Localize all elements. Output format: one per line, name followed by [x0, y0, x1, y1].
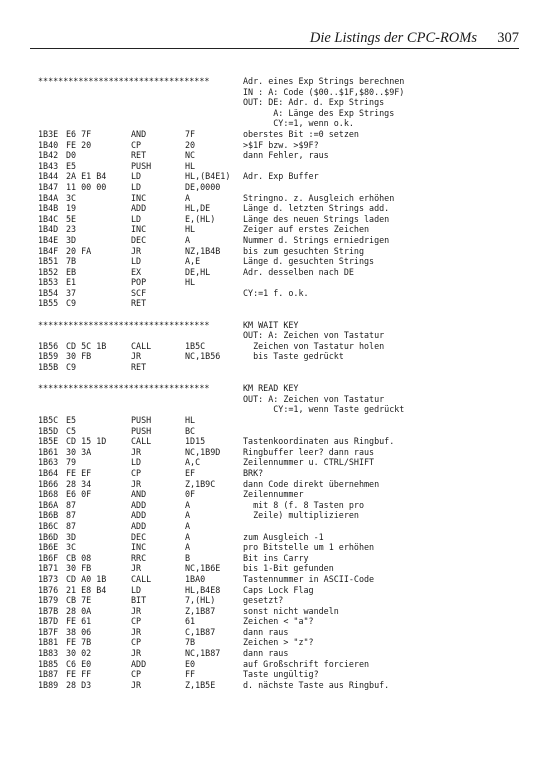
running-title: Die Listings der CPC-ROMs	[309, 30, 477, 46]
comment: d. nächste Taste aus Ringbuf.	[243, 679, 390, 690]
comment: dann raus	[243, 648, 289, 659]
comment: gesetzt?	[243, 595, 284, 606]
mnemonic: CP	[131, 637, 142, 648]
address: 1B81	[38, 637, 59, 648]
mnemonic: LD	[131, 457, 142, 468]
comment: Adr. eines Exp Strings berechnen	[243, 76, 405, 86]
hex-bytes: E1	[66, 277, 77, 288]
comment: CY:=1 f. o.k.	[243, 287, 309, 298]
address: 1B40	[38, 139, 59, 150]
mnemonic: CALL	[131, 573, 152, 584]
address: 1B4B	[38, 203, 59, 214]
address: 1B6C	[38, 520, 59, 531]
operand: FF	[185, 669, 196, 680]
hex-bytes: 3D	[66, 531, 77, 542]
address: 1B47	[38, 181, 59, 192]
address: 1B63	[38, 457, 59, 468]
hex-bytes: C9	[66, 362, 77, 373]
comment: OUT: DE: Adr. d. Exp Strings	[243, 97, 385, 108]
mnemonic: EX	[131, 266, 142, 277]
hex-bytes: CD 5C 1B	[66, 340, 107, 351]
hex-bytes: 30 02	[66, 648, 92, 659]
operand: HL	[185, 224, 196, 235]
mnemonic: CP	[131, 669, 142, 680]
address: 1B51	[38, 256, 59, 267]
mnemonic: DEC	[131, 234, 147, 245]
address: 1B73	[38, 573, 59, 584]
address: 1B6D	[38, 531, 59, 542]
operand: C,1B87	[185, 626, 216, 637]
address: 1B55	[38, 298, 59, 309]
address: 1B43	[38, 160, 59, 171]
operand: HL,DE	[185, 203, 211, 214]
address: 1B53	[38, 277, 59, 288]
address: 1B83	[38, 648, 59, 659]
operand: E,(HL)	[185, 213, 216, 224]
operand: BC	[185, 425, 196, 436]
comment: dann raus	[243, 626, 289, 637]
hex-bytes: 87	[66, 499, 77, 510]
hex-bytes: 28 34	[66, 478, 92, 489]
hex-bytes: FE 7B	[66, 637, 92, 648]
mnemonic: CP	[131, 139, 142, 150]
comment: sonst nicht wandeln	[243, 605, 339, 616]
comment: dann Fehler, raus	[243, 150, 329, 161]
separator-stars: **********************************	[38, 319, 210, 330]
operand: 1B5C	[185, 340, 206, 351]
hex-bytes: 3C	[66, 542, 77, 553]
comment: Tastenkoordinaten aus Ringbuf.	[243, 436, 395, 447]
hex-bytes: 23	[66, 224, 77, 235]
mnemonic: JR	[131, 245, 142, 256]
hex-bytes: C6 E0	[66, 658, 92, 669]
operand: HL	[185, 160, 196, 171]
comment: dann Code direkt übernehmen	[243, 478, 380, 489]
comment: pro Bitstelle um 1 erhöhen	[243, 542, 375, 553]
operand: A,E	[185, 256, 201, 267]
comment: CY:=1, wenn o.k.	[243, 118, 354, 129]
hex-bytes: E6 0F	[66, 489, 92, 500]
comment: Ringbuffer leer? dann raus	[243, 446, 375, 457]
mnemonic: SCF	[131, 287, 147, 298]
mnemonic: LD	[131, 181, 142, 192]
hex-bytes: D0	[66, 150, 77, 161]
hex-bytes: 37	[66, 287, 77, 298]
mnemonic: JR	[131, 446, 142, 457]
comment: BRK?	[243, 467, 264, 478]
comment: IN : A: Code ($00..$1F,$80..$9F)	[243, 86, 405, 97]
address: 1B6A	[38, 499, 59, 510]
mnemonic: CP	[131, 616, 142, 627]
address: 1B76	[38, 584, 59, 595]
comment: Stringno. z. Ausgleich erhöhen	[243, 192, 395, 203]
comment: OUT: A: Zeichen von Tastatur	[243, 393, 385, 404]
hex-bytes: 19	[66, 203, 77, 214]
address: 1B4C	[38, 213, 59, 224]
operand: A	[185, 531, 191, 542]
comment: Taste ungültig?	[243, 669, 319, 680]
comment: bis 1-Bit gefunden	[243, 563, 334, 574]
hex-bytes: CD A0 1B	[66, 573, 107, 584]
hex-bytes: 11 00 00	[66, 181, 107, 192]
mnemonic: CP	[131, 467, 142, 478]
hex-bytes: 79	[66, 457, 77, 468]
comment: CY:=1, wenn Taste gedrückt	[243, 404, 405, 415]
comment: Adr. Exp Buffer	[243, 171, 319, 182]
hex-bytes: 20 FA	[66, 245, 92, 256]
address: 1B4A	[38, 192, 59, 203]
mnemonic: JR	[131, 679, 142, 690]
operand: NC,1B9D	[185, 446, 221, 457]
address: 1B5C	[38, 415, 59, 425]
operand: A	[185, 520, 191, 531]
operand: HL,(B4E1)	[185, 171, 231, 182]
address: 1B4F	[38, 245, 59, 256]
operand: A	[185, 234, 191, 245]
mnemonic: RET	[131, 298, 147, 309]
comment: Zeichen < "a"?	[243, 616, 314, 627]
comment: >$1F bzw. >$9F?	[243, 139, 319, 150]
hex-bytes: C5	[66, 425, 77, 436]
hex-bytes: 38 06	[66, 626, 92, 637]
separator-stars: **********************************	[38, 383, 210, 394]
mnemonic: INC	[131, 192, 147, 203]
address: 1B5E	[38, 436, 59, 447]
hex-bytes: C9	[66, 298, 77, 309]
address: 1B7D	[38, 616, 59, 627]
mnemonic: INC	[131, 542, 147, 553]
mnemonic: DEC	[131, 531, 147, 542]
hex-bytes: 3C	[66, 192, 77, 203]
mnemonic: RRC	[131, 552, 147, 563]
mnemonic: LD	[131, 213, 142, 224]
hex-bytes: 30 FB	[66, 351, 92, 362]
mnemonic: BIT	[131, 595, 147, 606]
hex-bytes: CD 15 1D	[66, 436, 107, 447]
hex-bytes: CB 7E	[66, 595, 92, 606]
comment: Zeile) multiplizieren	[243, 510, 359, 521]
mnemonic: JR	[131, 563, 142, 574]
comment: Länge d. gesuchten Strings	[243, 256, 375, 267]
mnemonic: CALL	[131, 340, 152, 351]
address: 1B4E	[38, 234, 59, 245]
hex-bytes: E5	[66, 160, 77, 171]
address: 1B66	[38, 478, 59, 489]
comment: Zeichen > "z"?	[243, 637, 314, 648]
comment: oberstes Bit :=0 setzen	[243, 128, 359, 139]
hex-bytes: FE 61	[66, 616, 92, 627]
operand: A	[185, 192, 191, 203]
address: 1B5D	[38, 425, 59, 436]
mnemonic: JR	[131, 605, 142, 616]
operand: E0	[185, 658, 196, 669]
operand: 7,(HL)	[185, 595, 216, 606]
operand: A	[185, 499, 191, 510]
comment: Adr. desselben nach DE	[243, 266, 354, 277]
comment: OUT: A: Zeichen von Tastatur	[243, 330, 385, 341]
comment: Zeilennummer u. CTRL/SHIFT	[243, 457, 375, 468]
hex-bytes: 3D	[66, 234, 77, 245]
address: 1B42	[38, 150, 59, 161]
operand: A	[185, 510, 191, 521]
address: 1B71	[38, 563, 59, 574]
operand: HL,B4E8	[185, 584, 221, 595]
operand: NC,1B56	[185, 351, 221, 362]
separator-stars: **********************************	[38, 76, 210, 86]
comment: auf Großschrift forcieren	[243, 658, 370, 669]
comment: Zeilennummer	[243, 489, 304, 500]
address: 1B85	[38, 658, 59, 669]
mnemonic: LD	[131, 584, 142, 595]
comment: KM READ KEY	[243, 383, 299, 394]
operand: DE,0000	[185, 181, 221, 192]
mnemonic: PUSH	[131, 415, 152, 425]
mnemonic: LD	[131, 171, 142, 182]
address: 1B59	[38, 351, 59, 362]
operand: Z,1B9C	[185, 478, 216, 489]
operand: NC,1B6E	[185, 563, 221, 574]
address: 1B64	[38, 467, 59, 478]
hex-bytes: 21 E8 B4	[66, 584, 107, 595]
mnemonic: PUSH	[131, 160, 152, 171]
address: 1B5B	[38, 362, 59, 373]
hex-bytes: E6 7F	[66, 128, 92, 139]
hex-bytes: 30 FB	[66, 563, 92, 574]
hex-bytes: 2A E1 B4	[66, 171, 107, 182]
mnemonic: AND	[131, 489, 147, 500]
comment: Zeichen von Tastatur holen	[243, 340, 385, 351]
comment: bis Taste gedrückt	[243, 351, 344, 362]
mnemonic: ADD	[131, 520, 147, 531]
page-number: 307	[497, 30, 519, 46]
mnemonic: ADD	[131, 510, 147, 521]
address: 1B6F	[38, 552, 59, 563]
operand: Z,1B5E	[185, 679, 216, 690]
operand: Z,1B87	[185, 605, 216, 616]
comment: A: Länge des Exp Strings	[243, 107, 395, 118]
operand: 7B	[185, 637, 196, 648]
address: 1B52	[38, 266, 59, 277]
comment: bis zum gesuchten String	[243, 245, 365, 256]
address: 1B44	[38, 171, 59, 182]
operand: 7F	[185, 128, 196, 139]
operand: DE,HL	[185, 266, 211, 277]
address: 1B7F	[38, 626, 59, 637]
mnemonic: PUSH	[131, 425, 152, 436]
operand: NC,1B87	[185, 648, 221, 659]
hex-bytes: FE EF	[66, 467, 92, 478]
comment: zum Ausgleich -1	[243, 531, 324, 542]
operand: A	[185, 542, 191, 553]
mnemonic: ADD	[131, 658, 147, 669]
mnemonic: INC	[131, 224, 147, 235]
comment: Bit ins Carry	[243, 552, 309, 563]
mnemonic: ADD	[131, 203, 147, 214]
address: 1B87	[38, 669, 59, 680]
mnemonic: JR	[131, 648, 142, 659]
address: 1B6E	[38, 542, 59, 553]
hex-bytes: 28 D3	[66, 679, 92, 690]
mnemonic: CALL	[131, 436, 152, 447]
hex-bytes: 5E	[66, 213, 77, 224]
comment: KM WAIT KEY	[243, 319, 299, 330]
operand: 1BA0	[185, 573, 206, 584]
address: 1B3E	[38, 128, 59, 139]
address: 1B89	[38, 679, 59, 690]
comment: Tastennummer in ASCII-Code	[243, 573, 375, 584]
address: 1B56	[38, 340, 59, 351]
operand: 0F	[185, 489, 196, 500]
mnemonic: JR	[131, 478, 142, 489]
hex-bytes: 87	[66, 510, 77, 521]
hex-bytes: 28 0A	[66, 605, 92, 616]
comment: Nummer d. Strings erniedrigen	[243, 234, 390, 245]
mnemonic: RET	[131, 150, 147, 161]
page-header	[30, 26, 519, 49]
mnemonic: AND	[131, 128, 147, 139]
address: 1B6B	[38, 510, 59, 521]
mnemonic: JR	[131, 351, 142, 362]
address: 1B54	[38, 287, 59, 298]
operand: NC	[185, 150, 196, 161]
mnemonic: JR	[131, 626, 142, 637]
operand: A,C	[185, 457, 201, 468]
comment: Länge d. letzten Strings add.	[243, 203, 390, 214]
hex-bytes: 7B	[66, 256, 77, 267]
mnemonic: ADD	[131, 499, 147, 510]
hex-bytes: E5	[66, 415, 77, 425]
mnemonic: RET	[131, 362, 147, 373]
hex-bytes: FE 20	[66, 139, 92, 150]
hex-bytes: CB 08	[66, 552, 92, 563]
hex-bytes: EB	[66, 266, 77, 277]
operand: B	[185, 552, 191, 563]
comment: mit 8 (f. 8 Tasten pro	[243, 499, 365, 510]
comment: Länge des neuen Strings laden	[243, 213, 390, 224]
address: 1B4D	[38, 224, 59, 235]
operand: EF	[185, 467, 196, 478]
operand: HL	[185, 277, 196, 288]
address: 1B61	[38, 446, 59, 457]
comment: Zeiger auf erstes Zeichen	[243, 224, 370, 235]
hex-bytes: 30 3A	[66, 446, 92, 457]
address: 1B7B	[38, 605, 59, 616]
operand: 20	[185, 139, 196, 150]
operand: 1D15	[185, 436, 206, 447]
hex-bytes: FE FF	[66, 669, 92, 680]
operand: NZ,1B4B	[185, 245, 221, 256]
comment: Caps Lock Flag	[243, 584, 314, 595]
mnemonic: LD	[131, 256, 142, 267]
mnemonic: POP	[131, 277, 147, 288]
address: 1B79	[38, 595, 59, 606]
operand: HL	[185, 415, 196, 425]
operand: 61	[185, 616, 196, 627]
hex-bytes: 87	[66, 520, 77, 531]
address: 1B68	[38, 489, 59, 500]
